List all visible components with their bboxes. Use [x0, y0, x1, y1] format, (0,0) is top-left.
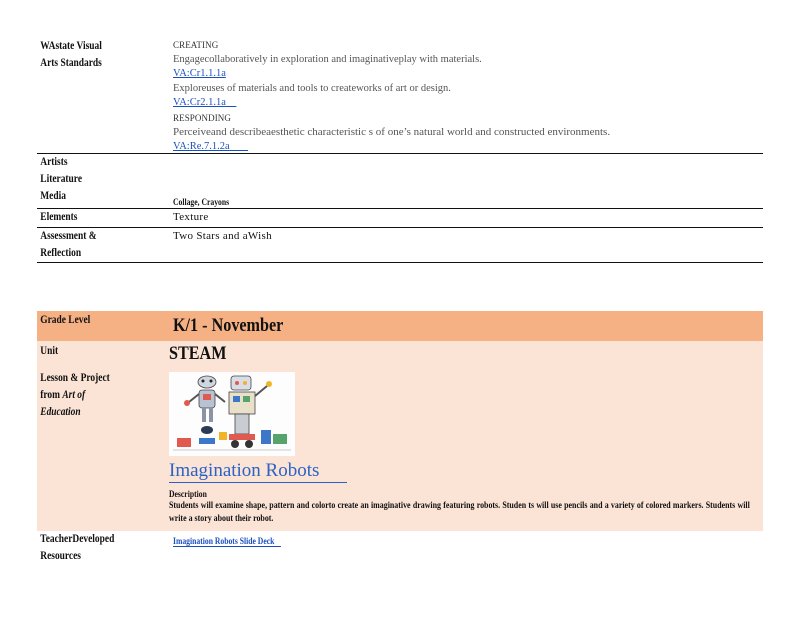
- unit-value: STEAM: [169, 343, 227, 364]
- standard-code-link-2[interactable]: VA:Cr2.1.1a: [173, 97, 226, 108]
- standard-text-1: Engagecollaboratively in exploration and imaginativeplay with materials.: [173, 53, 482, 65]
- grade-label: Grade Level: [40, 314, 91, 326]
- resources-row: [37, 531, 763, 565]
- unit-lesson-labels: [37, 341, 165, 531]
- elements-value: Texture: [173, 211, 209, 223]
- elements-row: [37, 209, 763, 228]
- description-text: Students will examine shape, pattern and colorto create an imaginative drawing featuring robots. Studen ts will use pencils and a variety of colored markers. Students will write a story about their robot.: [169, 500, 750, 523]
- unit-lesson-content: [165, 341, 800, 531]
- responding-heading: RESPONDING: [173, 112, 232, 123]
- description-heading: Description: [169, 489, 207, 499]
- standards-table: [37, 36, 763, 263]
- assessment-row: [37, 228, 763, 263]
- slide-deck-link[interactable]: Imagination Robots Slide Deck: [173, 536, 281, 547]
- unit-lesson-row: [37, 341, 763, 531]
- art-of-education-label: Art of Education: [40, 389, 86, 418]
- artists-label: Artists Literature Media: [40, 156, 83, 202]
- media-cell: [169, 154, 763, 208]
- standards-row: [37, 36, 763, 154]
- assessment-value: Two Stars and aWish: [173, 230, 272, 242]
- standards-label: WAstate Visual Arts Standards: [40, 40, 102, 69]
- elements-label: Elements: [40, 211, 78, 223]
- resources-label: TeacherDeveloped Resources: [40, 533, 115, 562]
- project-title-link[interactable]: Imagination Robots: [169, 460, 347, 483]
- assessment-label: Assessment & Reflection: [40, 230, 97, 259]
- grade-row: [37, 311, 763, 341]
- media-value: Collage, Crayons: [173, 197, 230, 207]
- standard-text-2: Exploreuses of materials and tools to createworks of art or design.: [173, 82, 451, 94]
- grade-value: K/1 - November: [173, 315, 284, 336]
- standard-code-link-1[interactable]: VA:Cr1.1.1a: [173, 68, 226, 79]
- standard-code-link-3[interactable]: VA:Re.7.1.2a: [173, 140, 230, 152]
- artists-row: [37, 154, 763, 209]
- standards-content: [169, 38, 763, 153]
- lesson-label: Lesson & Project from Art of Education: [40, 372, 110, 418]
- lesson-table: [37, 311, 763, 565]
- standard-text-3: Perceiveand describeaesthetic characteristic s of one’s natural world and constructed environments.: [173, 126, 611, 138]
- creating-heading: CREATING: [173, 40, 219, 50]
- unit-label: Unit: [40, 345, 59, 357]
- robot-drawing-image: [169, 372, 295, 456]
